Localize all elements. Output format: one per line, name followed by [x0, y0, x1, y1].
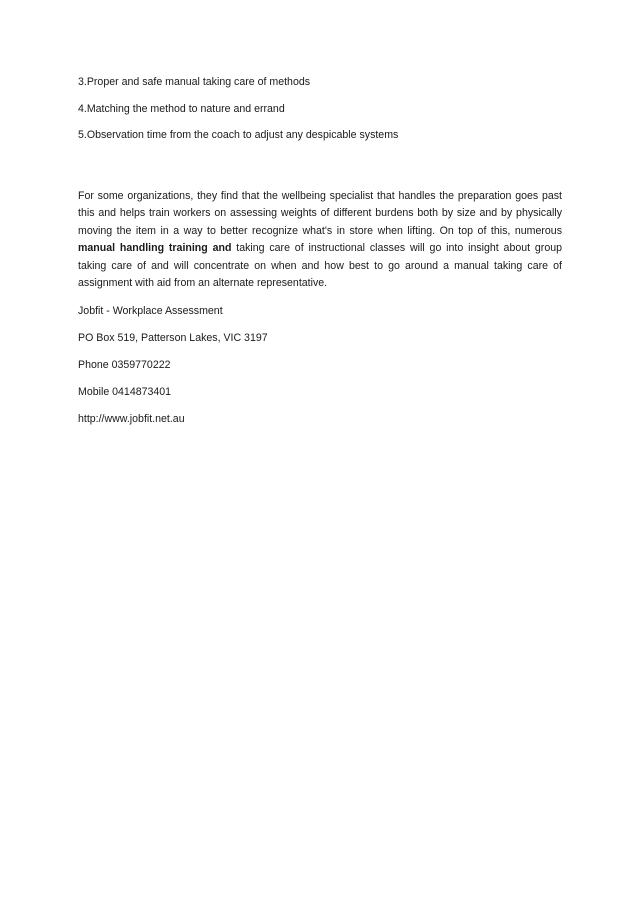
company-name: Jobfit - Workplace Assessment [78, 304, 223, 317]
mobile-number: Mobile 0414873401 [78, 385, 172, 398]
paragraph-text-after: taking care of instructional classes will go into insight about group taking care of and will concentrate on when and how best to go around a manual taking care of assignment with aid from an alternate representative. [78, 242, 562, 289]
list-item: 3.Proper and safe manual taking care of methods [78, 76, 311, 88]
phone-number: Phone 0359770222 [78, 358, 171, 371]
page-content [78, 74, 562, 438]
postal-address: PO Box 519, Patterson Lakes, VIC 3197 [78, 331, 268, 344]
body-paragraph [78, 188, 562, 293]
paragraph-bold-phrase: manual handling training and [78, 242, 232, 254]
paragraph-text-before: For some organizations, they find that the wellbeing specialist that handles the preparation goes past this and helps train workers on assessing weights of different burdens both by size and by physically moving the item in a way to better recognize what's in store when lifting. On top of this, numerous [78, 189, 562, 237]
list-item: 5.Observation time from the coach to adjust any despicable systems [78, 129, 399, 141]
website-url: http://www.jobfit.net.au [78, 412, 185, 425]
list-item: 4.Matching the method to nature and errand [78, 102, 285, 115]
